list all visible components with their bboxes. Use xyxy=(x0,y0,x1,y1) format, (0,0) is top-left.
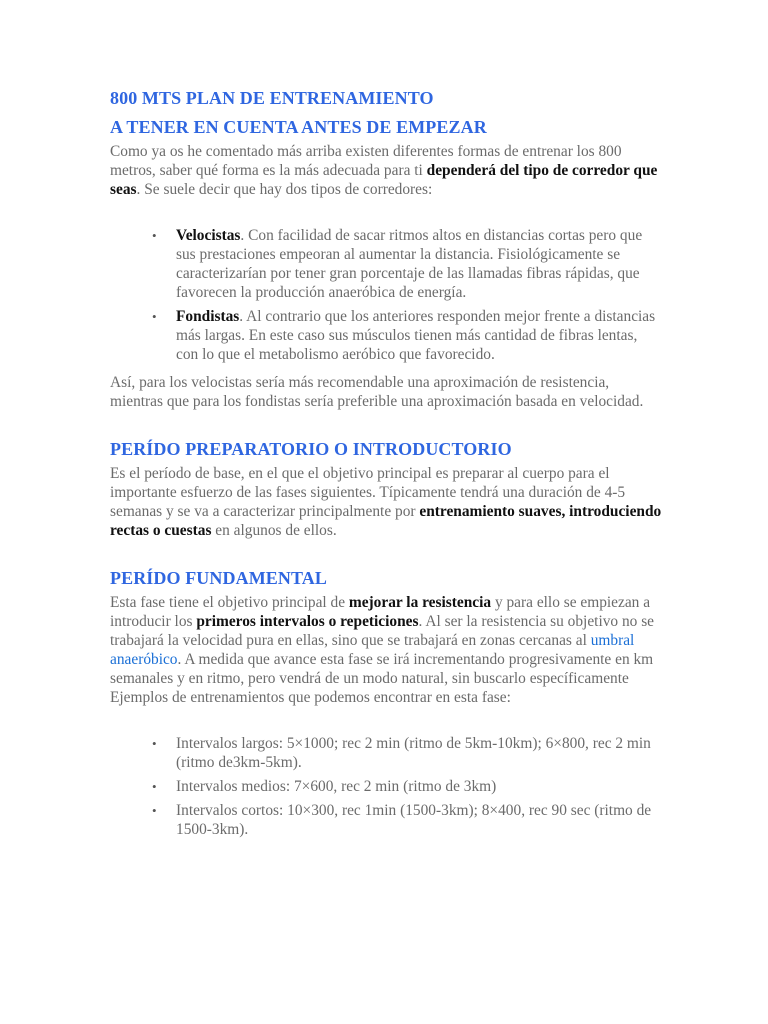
list-item-intervalos-largos xyxy=(110,734,662,772)
fundamental-text: . Al ser la resistencia su objetivo no se trabajará la velocidad pura en ellas, sino que se trabajará en zonas cercanas al xyxy=(110,613,655,649)
bullet-icon: • xyxy=(152,228,157,243)
section-heading-intro: A TENER EN CUENTA ANTES DE EMPEZAR xyxy=(110,117,487,137)
list-item-intervalos-cortos xyxy=(110,801,662,839)
intro-text: Como ya os he comentado más arriba existen diferentes formas de entrenar los 800 metros, saber qué forma es la más adecuada para ti xyxy=(110,143,622,179)
training-examples-list xyxy=(110,734,662,839)
document-page xyxy=(110,86,662,844)
runner-types-list xyxy=(110,226,662,364)
preparatorio-paragraph xyxy=(110,464,662,540)
list-item-intervalos-medios xyxy=(110,777,662,796)
section-heading-fundamental: PERÍDO FUNDAMENTAL xyxy=(110,568,327,588)
list-item-fondistas xyxy=(110,307,662,364)
list-item-term: Fondistas xyxy=(176,308,240,325)
intro-emphasis: dependerá del tipo de corredor que seas xyxy=(110,162,658,198)
fundamental-emphasis-intervalos: primeros intervalos o repeticiones xyxy=(196,613,419,630)
list-item-text: Intervalos medios: 7×600, rec 2 min (ritmo de 3km) xyxy=(176,778,497,795)
fundamental-paragraph xyxy=(110,593,662,707)
preparatorio-text: Es el período de base, en el que el objetivo principal es preparar al cuerpo para el importante esfuerzo de las fases siguientes. Típicamente tendrá una duración de 4-5 semanas y se va a caracterizar principalmente por xyxy=(110,465,626,520)
list-item-text: . Con facilidad de sacar ritmos altos en distancias cortas pero que sus prestaciones empeoran al aumentar la distancia. Fisiológicamente se caracterizarían por tener gran porcentaje de las llamadas fibras rápidas, que favorecen la producción anaeróbica de energía. xyxy=(176,227,643,301)
fundamental-text: . A medida que avance esta fase se irá incrementando progresivamente en km semanales y en ritmo, pero vendrá de un modo natural, sin buscarlo específicamente Ejemplos de entrenamientos que podemos encontrar en esta fase: xyxy=(110,651,654,706)
preparatorio-emphasis: entrenamiento suaves, introduciendo rectas o cuestas xyxy=(110,503,662,539)
intro-text-end: . Se suele decir que hay dos tipos de corredores: xyxy=(136,181,433,198)
fundamental-text: y para ello se empiezan a introducir los xyxy=(110,594,651,630)
section-heading-preparatorio: PERÍDO PREPARATORIO O INTRODUCTORIO xyxy=(110,439,512,459)
bullet-icon: • xyxy=(152,736,157,751)
page-title: 800 MTS PLAN DE ENTRENAMIENTO xyxy=(110,88,434,108)
bullet-icon: • xyxy=(152,779,157,794)
list-item-text: Intervalos cortos: 10×300, rec 1min (1500-3km); 8×400, rec 90 sec (ritmo de 1500-3km). xyxy=(176,802,652,838)
intro-closing-paragraph: Así, para los velocistas sería más recomendable una aproximación de resistencia, mientras que para los fondistas sería preferible una aproximación basada en velocidad. xyxy=(110,374,644,410)
list-item-text: . Al contrario que los anteriores responden mejor frente a distancias más largas. En este caso sus músculos tienen más cantidad de fibras lentas, con lo que el metabolismo aeróbico que favorecido. xyxy=(176,308,656,363)
fundamental-emphasis-resistencia: mejorar la resistencia xyxy=(348,594,492,611)
list-item-term: Velocistas xyxy=(176,227,241,244)
bullet-icon: • xyxy=(152,803,157,818)
fundamental-text: Esta fase tiene el objetivo principal de xyxy=(110,594,349,611)
list-item-velocistas xyxy=(110,226,662,302)
list-item-text: Intervalos largos: 5×1000; rec 2 min (ritmo de 5km-10km); 6×800, rec 2 min (ritmo de3km-5km). xyxy=(176,735,651,771)
umbral-anaerobico-link[interactable]: umbral anaeróbico xyxy=(110,632,635,668)
bullet-icon: • xyxy=(152,309,157,324)
preparatorio-text-end: en algunos de ellos. xyxy=(211,522,337,539)
intro-paragraph xyxy=(110,142,662,199)
